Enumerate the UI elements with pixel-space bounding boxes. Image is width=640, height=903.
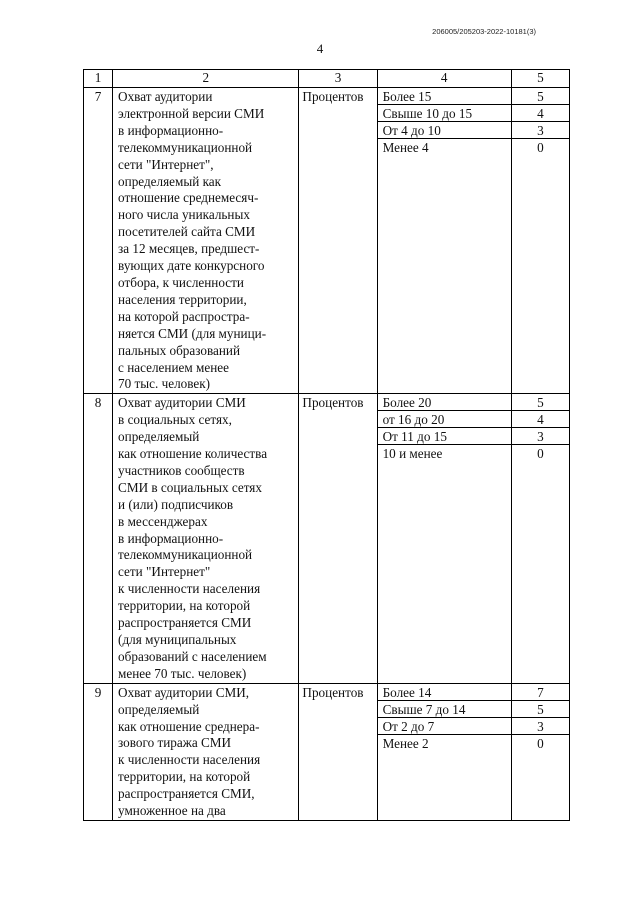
description-line: менее 70 тыс. человек): [118, 665, 247, 681]
points-value: 4: [512, 105, 569, 122]
range-value: Свыше 7 до 14: [378, 701, 511, 718]
score-points: [511, 683, 569, 820]
unit-cell: Процентов: [299, 394, 377, 683]
description-line: электронной версии СМИ: [118, 105, 265, 121]
description-line: телекоммуникационной: [118, 139, 253, 155]
row-number: 9: [84, 683, 113, 820]
range-value: Свыше 10 до 15: [378, 105, 511, 122]
description-line: 70 тыс. человек): [118, 376, 211, 392]
range-value: Более 20: [378, 394, 511, 411]
range-value: Более 14: [378, 684, 511, 701]
description-line: сети "Интернет": [118, 564, 211, 580]
points-value: 3: [512, 428, 569, 445]
points-value: 5: [512, 394, 569, 411]
document-id: 206005/205203-2022-10181(3): [432, 27, 536, 36]
description-line: в социальных сетях,: [118, 412, 232, 428]
range-value: от 16 до 20: [378, 411, 511, 428]
description-line: отбора, к численности: [118, 274, 244, 290]
points-value: 0: [537, 735, 544, 751]
unit-cell: Процентов: [299, 88, 377, 394]
value-ranges: [377, 88, 511, 394]
description-line: на которой распростра-: [118, 308, 250, 324]
description-line: в мессенджерах: [118, 513, 208, 529]
points-value: 3: [512, 718, 569, 735]
range-value: 10 и менее: [382, 446, 443, 462]
description-line: за 12 месяцев, предшест-: [118, 241, 260, 257]
table-row: [84, 88, 570, 394]
range-value: От 2 до 7: [378, 718, 511, 735]
table-header-row: [84, 70, 570, 88]
description-line: пальных образований: [118, 342, 241, 358]
points-value: 3: [512, 122, 569, 139]
description-line: определяемый как: [118, 173, 222, 189]
points-value: 7: [512, 684, 569, 701]
description-line: в информационно-: [118, 122, 224, 138]
description-line: определяемый: [118, 429, 200, 445]
description-line: образований с населением: [118, 648, 267, 664]
range-value: От 4 до 10: [378, 122, 511, 139]
description-line: зового тиража СМИ: [118, 735, 232, 751]
header-cell: 2: [113, 70, 299, 88]
description-line: к численности населения: [118, 581, 261, 597]
description-line: определяемый: [118, 701, 200, 717]
description-line: умноженное на два: [118, 803, 226, 819]
description-line: распространяется СМИ: [118, 615, 252, 631]
description-line: как отношение среднера-: [118, 718, 260, 734]
row-number: 7: [84, 88, 113, 394]
description-line: сети "Интернет",: [118, 156, 214, 172]
description-line: няется СМИ (для муници-: [118, 325, 267, 341]
description-line: как отношение количества: [118, 446, 268, 462]
description-line: и (или) подписчиков: [118, 496, 234, 512]
unit-cell: Процентов: [299, 683, 377, 820]
value-ranges: [377, 683, 511, 820]
header-cell: 5: [511, 70, 569, 88]
range-value: Менее 4: [382, 140, 429, 155]
description-line: Охват аудитории: [118, 89, 213, 104]
description-line: СМИ в социальных сетях: [118, 479, 262, 495]
description-line: Охват аудитории СМИ,: [118, 684, 250, 700]
value-ranges: [377, 394, 511, 683]
description-line: отношение среднемесяч-: [118, 190, 259, 206]
description-line: вующих дате конкурсного: [118, 258, 265, 274]
description-line: территории, на которой: [118, 769, 251, 785]
header-cell: 3: [299, 70, 377, 88]
description-line: Охват аудитории СМИ: [118, 395, 246, 411]
criteria-table: [83, 69, 570, 821]
header-cell: 4: [377, 70, 511, 88]
range-value: От 11 до 15: [378, 428, 511, 445]
points-value: 4: [512, 411, 569, 428]
range-value: Менее 2: [382, 735, 429, 751]
description-line: посетителей сайта СМИ: [118, 224, 256, 240]
range-value: Более 15: [378, 88, 511, 105]
score-points: [511, 88, 569, 394]
description-line: ного числа уникальных: [118, 207, 250, 223]
description-line: с населением менее: [118, 359, 229, 375]
criterion-description: [113, 88, 299, 394]
points-value: 0: [537, 446, 544, 462]
table-row: [84, 394, 570, 683]
page-number: 4: [316, 41, 324, 56]
description-line: участников сообществ: [118, 462, 245, 478]
description-line: распространяется СМИ,: [118, 786, 255, 802]
description-line: в информационно-: [118, 530, 224, 546]
description-line: (для муниципальных: [118, 632, 237, 647]
description-line: населения территории,: [118, 291, 247, 307]
criterion-description: [113, 683, 299, 820]
description-line: к численности населения: [118, 752, 261, 768]
header-cell: 1: [84, 70, 113, 88]
description-line: телекоммуникационной: [118, 547, 253, 563]
description-line: территории, на которой: [118, 598, 251, 614]
points-value: 5: [512, 701, 569, 718]
points-value: 0: [537, 140, 544, 155]
points-value: 5: [512, 88, 569, 105]
table-row: [84, 683, 570, 820]
row-number: 8: [84, 394, 113, 683]
score-points: [511, 394, 569, 683]
criterion-description: [113, 394, 299, 683]
